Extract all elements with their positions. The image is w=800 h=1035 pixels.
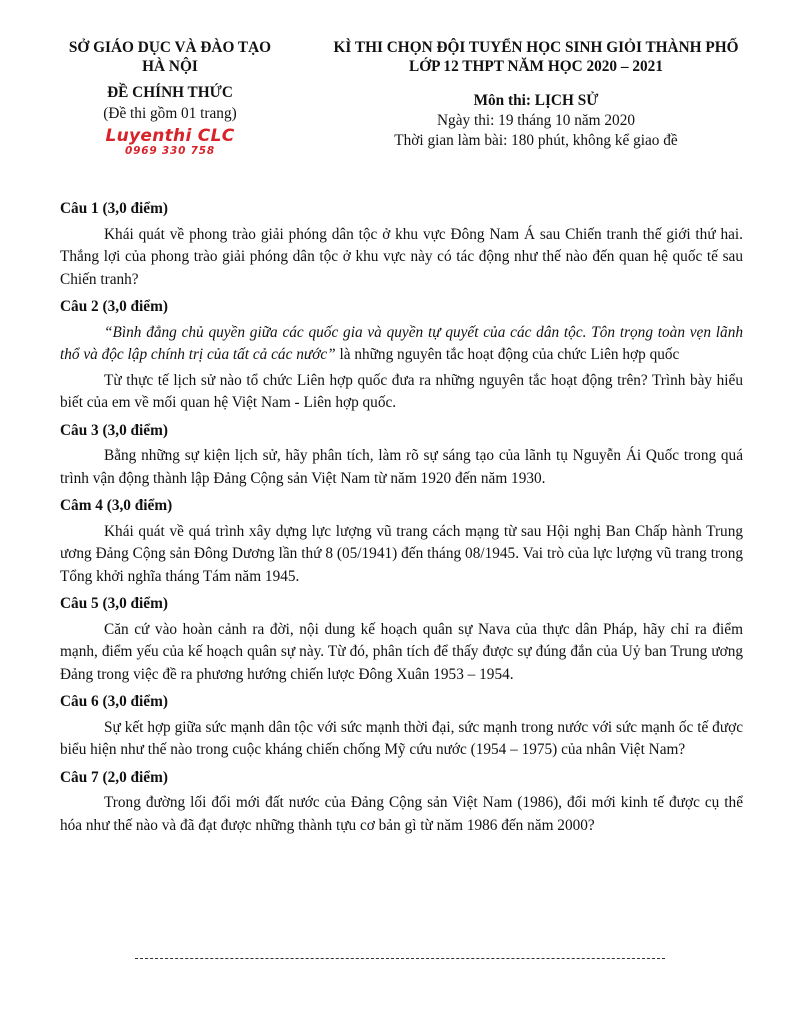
question-title: Câm 4 (3,0 điểm) xyxy=(60,497,173,514)
question-4 xyxy=(60,495,743,588)
question-quote: “Bình đẳng chủ quyền giữa các quốc gia và quyền tự quyết của các dân tộc. Tôn trọng toàn vẹn lãnh thổ và độc lập chính trị của tất cả các nước” xyxy=(60,323,743,363)
question-text: Khái quát về phong trào giải phóng dân tộc ở khu vực Đông Nam Á sau Chiến tranh thế giới thứ hai. Thắng lợi của phong trào giải phóng dân tộc ở khu vực này có tác động như thế nào đến quan hệ quốc tế sau Chiến tranh? xyxy=(60,225,743,288)
question-quote-paragraph xyxy=(60,322,743,367)
question-title: Câu 3 (3,0 điểm) xyxy=(60,421,168,439)
exam-title-line2: LỚP 12 THPT NĂM HỌC 2020 – 2021 xyxy=(409,58,663,75)
question-quote-tail: là những nguyên tắc hoạt động của chức Liên hợp quốc xyxy=(335,346,680,363)
exam-duration: Thời gian làm bài: 180 phút, không kể giao đề xyxy=(394,132,678,149)
questions-body xyxy=(60,198,743,842)
question-7 xyxy=(60,767,743,838)
question-6 xyxy=(60,691,743,762)
question-text: Bằng những sự kiện lịch sử, hãy phân tích, làm rõ sự sáng tạo của lãnh tụ Nguyễn Ái Quốc trong quá trình vận động thành lập Đảng Cộng sản Việt Nam từ năm 1920 đến năm 1930. xyxy=(60,447,743,487)
question-5 xyxy=(60,593,743,686)
brand-logo xyxy=(50,126,290,166)
question-title: Câu 2 (3,0 điểm) xyxy=(60,298,168,315)
exam-title-line1: KÌ THI CHỌN ĐỘI TUYỂN HỌC SINH GIỎI THÀNH PHỐ xyxy=(333,39,739,56)
header-right xyxy=(292,38,780,151)
exam-date: Ngày thi: 19 tháng 10 năm 2020 xyxy=(437,112,635,129)
question-text: Từ thực tế lịch sử nào tổ chức Liên hợp quốc đưa ra những nguyên tắc hoạt động trên? Trình bày hiểu biết của em về mối quan hệ Việt Nam - Liên hợp quốc. xyxy=(60,371,743,411)
question-3 xyxy=(60,420,743,491)
logo-brand-text: Luyenthi CLC xyxy=(105,126,235,146)
question-text: Căn cứ vào hoàn cảnh ra đời, nội dung kế hoạch quân sự Nava của thực dân Pháp, hãy chỉ ra điểm mạnh, điểm yếu của kế hoạch quân sự này. Từ đó, phân tích để thấy được sự đúng đắn của Uỷ ban Trung ương Đảng trong việc đề ra phương hướng chiến lược Đông Xuân 1953 – 1954. xyxy=(60,620,743,683)
question-title: Câu 7 (2,0 điểm) xyxy=(60,768,168,786)
question-2 xyxy=(60,296,743,415)
page-count-note: (Đề thi gồm 01 trang) xyxy=(103,105,237,122)
question-text: Khái quát về quá trình xây dựng lực lượng vũ trang cách mạng từ sau Hội nghị Ban Chấp hành Trung ương Đảng Cộng sản Đông Dương lần thứ 8 (05/1941) đến tháng 08/1945. Vai trò của lực lượng vũ trang trong Tổng khởi nghĩa tháng Tám năm 1945. xyxy=(60,522,743,585)
official-exam-label: ĐỀ CHÍNH THỨC xyxy=(107,84,233,101)
end-separator-line xyxy=(135,958,665,959)
exam-subject: Môn thi: LỊCH SỬ xyxy=(473,92,599,109)
header-left xyxy=(50,38,290,166)
question-title: Câu 6 (3,0 điểm) xyxy=(60,693,168,710)
question-1 xyxy=(60,198,743,291)
question-text: Trong đường lối đổi mới đất nước của Đảng Cộng sản Việt Nam (1986), đổi mới kinh tế được cụ thể hóa như thế nào và đã đạt được những thành tựu cơ bản gì từ năm 1986 đến năm 2000? xyxy=(60,794,743,834)
question-title: Câu 1 (3,0 điểm) xyxy=(60,200,168,217)
question-title: Câu 5 (3,0 điểm) xyxy=(60,595,168,612)
question-text: Sự kết hợp giữa sức mạnh dân tộc với sức mạnh thời đại, sức mạnh trong nước với sức mạnh ốc tế được biểu hiện như thế nào trong cuộc kháng chiến chống Mỹ cứu nước (1954 – 1975) của nhân Việt Nam? xyxy=(60,718,743,758)
logo-phone-number: 0969 330 758 xyxy=(125,145,215,157)
org-name-line1: SỞ GIÁO DỤC VÀ ĐÀO TẠO xyxy=(68,39,272,56)
org-name-line2: HÀ NỘI xyxy=(142,58,198,75)
